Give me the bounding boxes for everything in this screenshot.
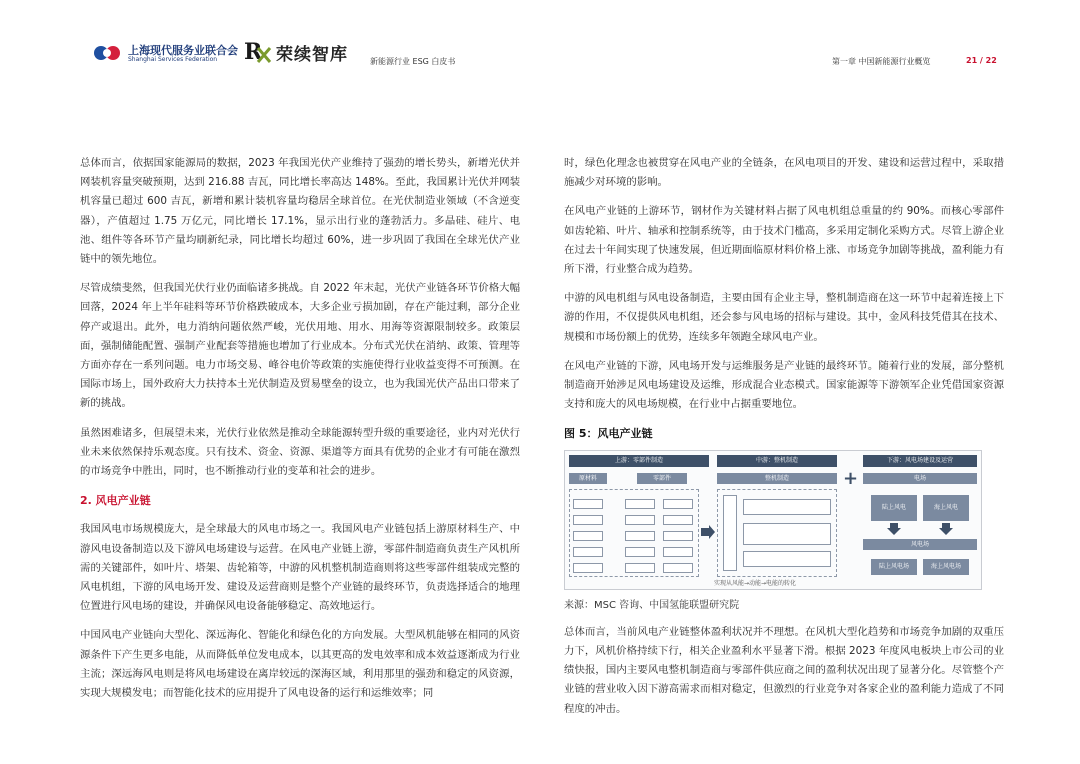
federation-logo-icon (92, 40, 122, 66)
wind-farm-label: 风电场 (863, 539, 977, 550)
plus-icon: + (843, 467, 859, 489)
chapter-title: 第一章 中国新能源行业概览 (832, 57, 931, 66)
paragraph: 在风电产业链的上游环节，钢材作为关键材料占据了风电机组总重量的约 90%。而核心零部件如齿轮箱、叶片、轴承和控制系统等，由于技术门槛高，多采用定制化采购方式。尽管上游企业在过去十年间实现了快速发展，但近期面临原材料价格上涨、市场竞争加剧等挑战，盈利能力有所下滑，行业整合成为趋势。 (564, 205, 1004, 276)
arrow-down-icon (887, 523, 901, 535)
component-box (663, 531, 693, 541)
raw-materials-label: 原材料 (569, 473, 607, 484)
components-label: 零部件 (637, 473, 687, 484)
paragraph: 时，绿色化理念也被贯穿在风电产业的全链条，在风电项目的开发、建设和运营过程中，采取措施减少对环境的影响。 (564, 157, 1004, 189)
component-box (625, 531, 655, 541)
paragraph: 尽管成绩斐然，但我国光伏行业仍面临诸多挑战。自 2022 年末起，光伏产业链各环节价格大幅回落，2024 年上半年硅料等环节价格跌破成本，大多企业亏损加剧，存在产能过剩，部分企业停产或退出。此外，电力消纳问题依然严峻，光伏用地、用水、用海等资源限制较多。政策层面，强制储能配置、强制产业配套等措施也增加了行业成本。分布式光伏在消纳、政策、管理等方面亦存在一系列问题。电力市场交易、峰谷电价等政策的实施使得行业收益变得不可预测。在国际市场上，国外政府大力扶持本土光伏制造及贸易壁垒的设立，也为我国光伏产品出口带来了新的挑战。 (80, 282, 520, 410)
component-box (625, 515, 655, 525)
figure-title: 图 5：风电产业链 (564, 427, 653, 441)
paragraph: 中游的风电机组与风电设备制造，主要由国有企业主导，整机制造商在这一环节中起着连接上下游的作用，不仅提供风电机组，还会参与风电场的招标与建设。其中，金风科技凭借其在技术、规模和市场份额上的优势，连续多年领跑全球风电产业。 (564, 292, 1004, 343)
section-heading: 2. 风电产业链 (80, 494, 151, 508)
component-box (625, 499, 655, 509)
brand-name: 荣续智库 (276, 45, 348, 65)
material-box (573, 547, 603, 557)
wind-industry-chain-diagram (564, 450, 982, 590)
component-box (625, 547, 655, 557)
assembly-box (743, 523, 831, 545)
paragraph: 总体而言，当前风电产业链整体盈利状况并不理想。在风机大型化趋势和市场竞争加剧的双重压力下，风机价格持续下行，相关企业盈利水平显著下滑。根据 2023 年度风电板块上市公司的业绩快报，国内主要风电整机制造商与零部件供应商之间的盈利状况出现了显著分化。尽管整个产业链的营业收入因下游高需求而相对稳定，但激烈的行业竞争对各家企业的盈利能力造成了不同程度的冲击。 (564, 625, 1004, 715)
arrow-right-icon (701, 525, 715, 539)
downstream-top-label: 电场 (863, 473, 977, 484)
material-box (573, 499, 603, 509)
brand-logo-icon (244, 38, 272, 64)
material-box (573, 531, 603, 541)
svg-text:R: R (244, 39, 263, 64)
paragraph: 在风电产业链的下游，风电场开发与运维服务是产业链的最终环节。随着行业的发展，部分整机制造商开始涉足风电场建设及运维，形成混合业态模式。国家能源等下游领军企业凭借国家资源支持和庞大的风电场规模，在行业中占据重要地位。 (564, 359, 1004, 411)
paragraph: 我国风电市场规模庞大，是全球最大的风电市场之一。我国风电产业链包括上游原材料生产、中游风电设备制造以及下游风电场建设与运营。在风电产业链上游，零部件制造商负责生产风机所需的关键部件，如叶片、塔架、齿轮箱等，中游的风机整机制造商则将这些零部件组装成完整的风电机组，下游的风电场开发、建设及运营商则是整个产业链的最终环节，负责选择适合的地理位置进行风电场的建设，并确保风电设备能够稳定、高效地运行。 (80, 523, 520, 613)
assembly-column-box (723, 495, 737, 571)
offshore-wind-box: 海上风电 (923, 495, 969, 521)
assembly-box (743, 551, 831, 567)
midstream-band: 中游：整机制造 (717, 455, 837, 467)
figure-source: 来源：MSC 咨询、中国氢能联盟研究院 (564, 599, 740, 611)
component-box (663, 499, 693, 509)
component-box (625, 563, 655, 573)
arrow-down-icon (939, 523, 953, 535)
org-name: 上海现代服务业联合会 (128, 44, 238, 57)
paragraph: 虽然困难诸多，但展望未来，光伏行业依然是推动全球能源转型升级的重要途径，业内对光伏行业未来依然保持乐观态度。只有技术、资金、资源、渠道等方面具有优势的企业才有可能在激烈的市场竞争中胜出，同时，也不断推动行业的变革和社会的进步。 (80, 426, 520, 478)
onshore-farm-box: 陆上风电场 (871, 559, 917, 575)
document-title: 新能源行业 ESG 白皮书 (370, 57, 456, 66)
paragraph: 总体而言，依据国家能源局的数据，2023 年我国光伏产业维持了强劲的增长势头，新增光伏并网装机容量突破预期，达到 216.88 吉瓦，同比增长率高达 148%。至此，我国累计光伏并网装机容量已超过 600 吉瓦，新增和累计装机容量均稳居全球首位。在光伏制造业领域（不含逆变器），产值超过 1.75 万亿元，同比增长 17.1%，显示出行业的蓬勃活力。多晶硅、硅片、电池、组件等各环节产量均刷新纪录，同比增长均超过 60%，进一步巩固了我国在全球光伏产业链中的领先地位。 (80, 157, 520, 266)
component-box (663, 547, 693, 557)
material-box (573, 563, 603, 573)
left-column (80, 154, 520, 713)
right-column (564, 154, 1004, 729)
assembly-box (743, 499, 831, 515)
diagram-legend: 实现从风能→动能→电能的转化 (713, 580, 797, 588)
component-box (663, 515, 693, 525)
paragraph: 中国风电产业链向大型化、深远海化、智能化和绿色化的方向发展。大型风机能够在相同的风资源条件下产生更多电能，从而降低单位发电成本，以其更高的发电效率和成本效益逐渐成为行业主流；深远海风电则是将风电场建设在离岸较远的深海区域，利用那里的强劲和稳定的风资源，实现大规模发电；而智能化技术的应用提升了风电设备的运行和运维效率；同 (80, 629, 520, 700)
offshore-farm-box: 海上风电场 (923, 559, 969, 575)
page-number: 21 / 22 (966, 56, 997, 65)
org-name-en: Shanghai Services Federation (128, 56, 218, 63)
upstream-band: 上游：零部件制造 (569, 455, 709, 467)
material-box (573, 515, 603, 525)
assembly-label: 整机制造 (717, 473, 837, 484)
component-box (663, 563, 693, 573)
page-header (0, 0, 1080, 80)
onshore-wind-box: 陆上风电 (871, 495, 917, 521)
downstream-band: 下游：风电场建设及运营 (863, 455, 977, 467)
